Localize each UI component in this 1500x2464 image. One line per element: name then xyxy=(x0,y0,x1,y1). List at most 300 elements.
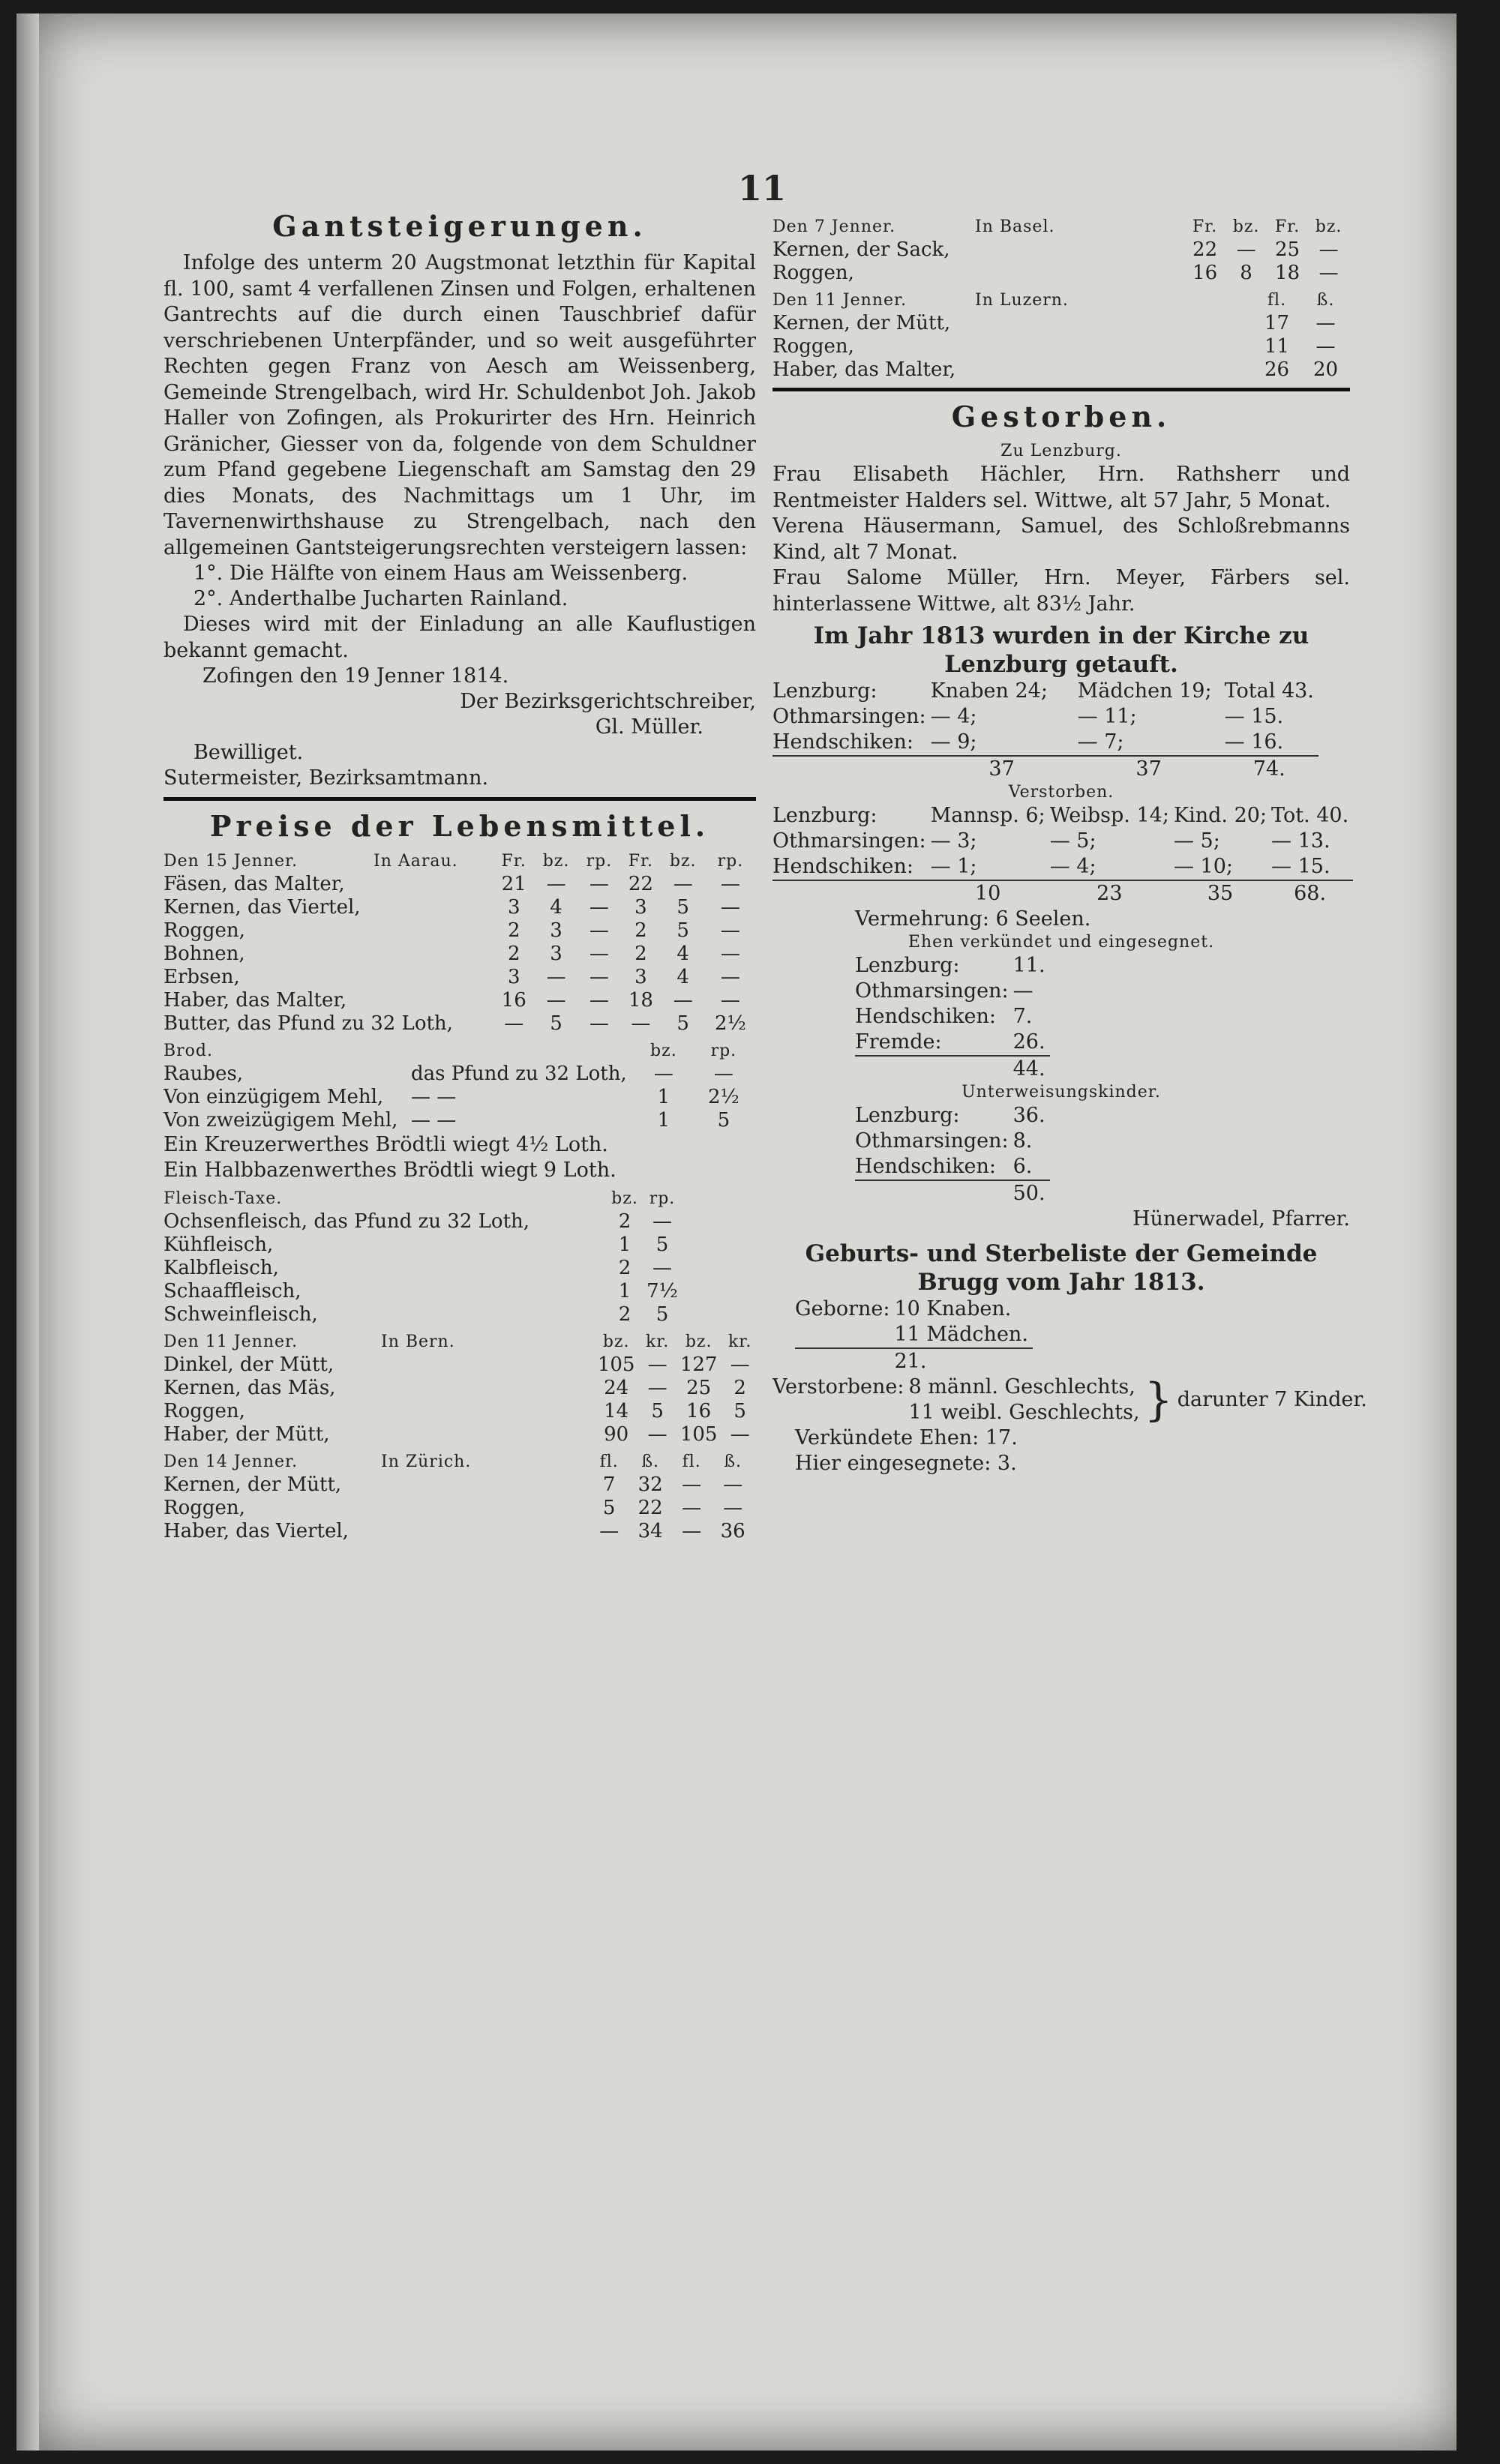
cell: 26. xyxy=(1012,1030,1046,1054)
brugg-deaths-table xyxy=(772,1374,1372,1425)
table-row xyxy=(164,1353,756,1377)
table-row xyxy=(164,1063,756,1086)
cell: 7. xyxy=(1012,1005,1033,1028)
table-row xyxy=(164,1280,756,1303)
cell: 34 xyxy=(638,1520,663,1542)
cell: — xyxy=(1236,238,1256,261)
row-label: Verstorbene: xyxy=(772,1375,904,1398)
sum-cell: 37 xyxy=(1078,756,1225,782)
cell: 2 xyxy=(618,1210,632,1233)
right-column xyxy=(772,216,1367,1476)
cell: — xyxy=(589,989,609,1012)
cell: — xyxy=(652,1210,672,1233)
basel-date: Den 7 Jenner. xyxy=(772,217,896,236)
cell: — xyxy=(647,1423,668,1446)
table-row xyxy=(772,358,1350,382)
cell: 8 xyxy=(1240,262,1252,284)
table-row xyxy=(164,1423,756,1446)
cell: — xyxy=(1318,238,1339,261)
cell: 22 xyxy=(1192,238,1218,261)
table-row xyxy=(164,1497,756,1520)
cell: Weibsp. 14; xyxy=(1049,804,1169,827)
cell: 5 xyxy=(656,1303,669,1326)
table-row xyxy=(772,1374,1372,1400)
cell: 11. xyxy=(1012,954,1046,977)
cell: — xyxy=(653,1063,674,1085)
luzern-date: Den 11 Jenner. xyxy=(772,291,908,310)
aarau-col: rp. xyxy=(717,852,744,871)
sum-cell: 23 xyxy=(1050,880,1174,907)
row-label: Lenzburg: xyxy=(855,954,960,977)
cell: — xyxy=(720,943,740,965)
fleisch-col: bz. xyxy=(611,1189,638,1208)
brod-col: rp. xyxy=(710,1042,737,1060)
cell: — xyxy=(647,1377,668,1399)
cell: 20 xyxy=(1312,358,1339,381)
cell: 25 xyxy=(686,1377,712,1399)
cell: 4 xyxy=(550,896,562,919)
cell: 3 xyxy=(507,896,520,919)
row-label: Bohnen, xyxy=(164,943,245,965)
sum-cell: 50. xyxy=(1013,1180,1050,1207)
table-row xyxy=(164,896,756,919)
row-label: Kernen, das Viertel, xyxy=(164,896,361,919)
cell: 127 xyxy=(680,1353,718,1376)
cell: 18 xyxy=(1275,262,1300,284)
cell: 22 xyxy=(638,1497,663,1519)
section-rule xyxy=(164,797,756,801)
auction-signer-name: Gl. Müller. xyxy=(595,715,704,739)
row-label: Othmarsingen: xyxy=(772,829,926,853)
cell: — xyxy=(720,873,740,895)
left-column xyxy=(164,208,756,1543)
cell: 2 xyxy=(734,1377,746,1399)
table-row xyxy=(164,1012,756,1036)
cell: — xyxy=(682,1520,702,1542)
cell: Knaben 24; xyxy=(930,679,1048,703)
row-label: Roggen, xyxy=(164,919,245,942)
cell: 3 xyxy=(550,919,562,942)
cell: 14 xyxy=(604,1400,629,1422)
brace-icon: } xyxy=(1144,1374,1173,1426)
row-label: Haber, das Malter, xyxy=(772,358,956,381)
sum-row xyxy=(855,1056,1050,1082)
bern-date: Den 11 Jenner. xyxy=(164,1332,298,1351)
row-label: Haber, das Viertel, xyxy=(164,1520,349,1542)
row-label: Von zweizügigem Mehl, xyxy=(164,1109,398,1132)
table-row xyxy=(772,803,1353,829)
row-label: Kernen, der Sack, xyxy=(772,238,950,261)
page-number: 11 xyxy=(738,168,787,208)
sum-cell: 74. xyxy=(1225,756,1318,782)
table-row xyxy=(772,854,1353,880)
cell: 5 xyxy=(651,1400,664,1422)
bern-col: kr. xyxy=(728,1332,752,1351)
zuerich-col: ß. xyxy=(641,1452,660,1471)
cell: — xyxy=(546,989,566,1012)
table-row xyxy=(164,1520,756,1543)
table-row xyxy=(855,979,1050,1004)
row-label: Othmarsingen: xyxy=(772,705,926,728)
cell: 1 xyxy=(657,1086,670,1108)
table-row xyxy=(164,873,756,896)
table-row xyxy=(772,238,1350,262)
cell: — xyxy=(720,896,740,919)
luzern-col: fl. xyxy=(1267,291,1287,310)
cell: 6. xyxy=(1012,1155,1033,1178)
basel-col: Fr. xyxy=(1192,217,1218,236)
cell: — 13. xyxy=(1271,829,1330,853)
luzern-col: ß. xyxy=(1316,291,1335,310)
cell: — xyxy=(652,1257,672,1279)
cell: — xyxy=(1316,312,1336,334)
cell: Mannsp. 6; xyxy=(930,804,1046,827)
aarau-place: In Aarau. xyxy=(374,852,458,871)
row-label: Othmarsingen: xyxy=(855,979,1009,1003)
table-row xyxy=(164,966,756,989)
cell: 8 männl. Geschlechts, xyxy=(908,1375,1136,1398)
auction-item-2: 2°. Anderthalbe Jucharten Rainland. xyxy=(194,587,568,610)
row-label: Haber, das Malter, xyxy=(164,989,347,1012)
cell: 16 xyxy=(1192,262,1218,284)
auction-heading: Gantsteigerungen. xyxy=(272,209,647,243)
row-unit: — — xyxy=(411,1086,457,1108)
cell: 11 xyxy=(1264,335,1290,358)
basel-col: Fr. xyxy=(1274,217,1300,236)
cell: 36. xyxy=(1012,1104,1046,1127)
cell: 8. xyxy=(1012,1129,1033,1153)
table-row xyxy=(772,730,1318,756)
table-row xyxy=(855,1004,1050,1030)
cell: — 10; xyxy=(1173,855,1233,878)
pastor-signature: Hünerwadel, Pfarrer. xyxy=(1132,1207,1350,1231)
row-label: Schaaffleisch, xyxy=(164,1280,302,1302)
cell: 11 weibl. Geschlechts, xyxy=(908,1401,1140,1424)
cell: 5 xyxy=(734,1400,746,1422)
cell: — 4; xyxy=(1049,855,1096,878)
bern-col: bz. xyxy=(602,1332,630,1351)
table-row xyxy=(164,989,756,1012)
cell: — 11; xyxy=(1077,705,1137,728)
brod-note-2: Ein Halbbazenwerthes Brödtli wiegt 9 Loth. xyxy=(164,1159,616,1182)
cell: 2 xyxy=(634,943,647,965)
row-label: Kernen, der Mütt, xyxy=(164,1473,342,1496)
table-row xyxy=(164,1377,756,1400)
cell: — xyxy=(723,1473,743,1496)
cell: 2 xyxy=(618,1257,632,1279)
sum-cell: 44. xyxy=(1013,1056,1050,1082)
cell: 2 xyxy=(618,1303,632,1326)
cell: darunter 7 Kinder. xyxy=(1177,1388,1367,1411)
prices-luzern-table xyxy=(772,289,1350,382)
cell: — xyxy=(546,966,566,988)
sum-cell: 37 xyxy=(931,756,1078,782)
sum-row xyxy=(795,1348,1033,1374)
cell: 3 xyxy=(634,966,647,988)
cell: — xyxy=(504,1012,524,1035)
cell: — xyxy=(1318,262,1339,284)
cell: — xyxy=(599,1520,620,1542)
cell: 5 xyxy=(550,1012,562,1035)
row-label: Fäsen, das Malter, xyxy=(164,873,345,895)
row-label: Lenzburg: xyxy=(772,679,878,703)
auction-item-1: 1°. Die Hälfte von einem Haus am Weissenberg. xyxy=(194,562,688,585)
table-row xyxy=(855,953,1050,979)
cell: — xyxy=(1316,335,1336,358)
table-row xyxy=(795,1296,1033,1322)
cell: 21 xyxy=(501,873,526,895)
cell: — xyxy=(730,1423,750,1446)
table-row xyxy=(855,1154,1050,1180)
zuerich-col: ß. xyxy=(724,1452,742,1471)
row-label: Haber, der Mütt, xyxy=(164,1423,330,1446)
cell: — xyxy=(546,873,566,895)
cell: — xyxy=(720,989,740,1012)
cell: — 3; xyxy=(930,829,977,853)
cell: 3 xyxy=(634,896,647,919)
cell: — xyxy=(589,919,609,942)
table-row xyxy=(772,679,1318,704)
row-label: Schweinfleisch, xyxy=(164,1303,318,1326)
cell: 22 xyxy=(628,873,653,895)
table-row xyxy=(164,943,756,966)
auction-closing: Dieses wird mit der Einladung an alle Kauflustigen bekannt gemacht. xyxy=(164,613,756,662)
brugg-wed-here: Hier eingesegnete: 3. xyxy=(795,1452,1017,1475)
row-label: Roggen, xyxy=(772,262,854,284)
cell: — xyxy=(673,873,693,895)
cell: Total 43. xyxy=(1224,679,1314,703)
row-label: Hendschiken: xyxy=(855,1005,997,1028)
aarau-col: bz. xyxy=(669,852,697,871)
cell: 105 xyxy=(680,1423,718,1446)
row-label: Roggen, xyxy=(772,335,854,358)
table-row xyxy=(772,829,1353,854)
cell: — xyxy=(682,1473,702,1496)
cell: 2 xyxy=(507,919,520,942)
sum-row xyxy=(772,880,1353,907)
deaths-subheading: Zu Lenzburg. xyxy=(1000,442,1122,460)
cell: — xyxy=(730,1353,750,1376)
prices-zuerich-table xyxy=(164,1451,756,1543)
row-label: Kernen, das Mäs, xyxy=(164,1377,336,1399)
cell: 3 xyxy=(550,943,562,965)
section-rule xyxy=(772,388,1350,391)
row-label: Roggen, xyxy=(164,1400,245,1422)
table-row xyxy=(164,1303,756,1326)
bern-col: kr. xyxy=(645,1332,670,1351)
table-row xyxy=(164,1210,756,1233)
table-row xyxy=(164,919,756,943)
row-label: Kernen, der Mütt, xyxy=(772,312,951,334)
cell: 5 xyxy=(717,1109,730,1132)
cell: — 15. xyxy=(1271,855,1330,878)
cell: 16 xyxy=(501,989,526,1012)
sum-row xyxy=(772,756,1318,782)
cell: — 15. xyxy=(1224,705,1284,728)
row-label: Roggen, xyxy=(164,1497,245,1519)
table-row xyxy=(164,1257,756,1280)
cell: Kind. 20; xyxy=(1173,804,1268,827)
aarau-date: Den 15 Jenner. xyxy=(164,852,298,871)
cell: 17 xyxy=(1264,312,1290,334)
cell: 1 xyxy=(618,1233,632,1256)
table-row xyxy=(855,1129,1050,1154)
cell: 105 xyxy=(597,1353,635,1376)
cell: 32 xyxy=(638,1473,663,1496)
table-row xyxy=(772,704,1318,730)
table-row xyxy=(164,1086,756,1109)
table-row xyxy=(772,335,1350,358)
cell: 2 xyxy=(507,943,520,965)
cell: 5 xyxy=(656,1233,669,1256)
cell: 11 Mädchen. xyxy=(894,1323,1028,1346)
row-label: Kalbfleisch, xyxy=(164,1257,279,1279)
aarau-col: rp. xyxy=(586,852,613,871)
cell: — xyxy=(723,1497,743,1519)
row-label: Von einzügigem Mehl, xyxy=(164,1086,384,1108)
cell: Tot. 40. xyxy=(1271,804,1349,827)
basel-col: bz. xyxy=(1315,217,1342,236)
deaths-heading: Gestorben. xyxy=(951,400,1172,433)
cell: 5 xyxy=(602,1497,616,1519)
catechumens-table xyxy=(855,1103,1050,1207)
cell: 2½ xyxy=(707,1086,740,1108)
cell: 16 xyxy=(686,1400,712,1422)
row-label: Hendschiken: xyxy=(772,730,914,754)
table-row xyxy=(772,262,1350,285)
cell: 1 xyxy=(618,1280,632,1302)
cell: — xyxy=(720,919,740,942)
prices-heading: Preise der Lebensmittel. xyxy=(209,809,710,843)
zuerich-place: In Zürich. xyxy=(381,1452,472,1471)
cell: 7½ xyxy=(646,1280,678,1302)
cell: 24 xyxy=(604,1377,629,1399)
brugg-births-table xyxy=(795,1296,1033,1374)
table-row xyxy=(855,1103,1050,1129)
prices-aarau-table xyxy=(164,850,756,1036)
cell: — xyxy=(720,966,740,988)
cell: — 16. xyxy=(1224,730,1284,754)
row-label: Hendschiken: xyxy=(772,855,914,878)
cell: 1 xyxy=(657,1109,670,1132)
cell: — xyxy=(713,1063,734,1085)
cell: — 4; xyxy=(930,705,977,728)
prices-bern-table xyxy=(164,1331,756,1446)
row-label: Geborne: xyxy=(795,1297,890,1320)
cell: 5 xyxy=(676,896,689,919)
cell: — 7; xyxy=(1077,730,1124,754)
cell: 4 xyxy=(676,943,689,965)
aarau-col: Fr. xyxy=(501,852,526,871)
cell: 26 xyxy=(1264,358,1290,381)
table-row xyxy=(164,1400,756,1423)
death-entry: Frau Salome Müller, Hrn. Meyer, Färbers sel. hinterlassene Wittwe, alt 83½ Jahr. xyxy=(772,566,1350,616)
zuerich-col: fl. xyxy=(599,1452,619,1471)
auction-body: Infolge des unterm 20 Augstmonat letzthin für Kapital fl. 100, samt 4 verfallenen Zinsen und Folgen, erhaltenen Gantrechts auf die durch einen Tauschbrief dafür verschriebenen Unterpfänder, und so weit ausgeführter Rechten gegen Franz von Aesch am Weissenberg, Gemeinde Strengelbach, wird Hr. Schuldenbot Joh. Jakob Haller von Zofingen, als Prokurirter des Hrn. Heinrich Gränicher, Giesser von da, folgende von dem Schuldner zum Pfand gegebene Liegenschaft am Samstag den 29 dies Monats, des Nachmittags um 1 Uhr, im Tavernenwirthshause zu Strengelbach, nach den allgemeinen Gantsteigerungsrechten versteigern lassen: xyxy=(164,251,756,559)
cell: — xyxy=(589,1012,609,1035)
sum-cell: 68. xyxy=(1271,880,1353,907)
brod-heading: Brod. xyxy=(164,1042,214,1060)
cell: — xyxy=(673,989,693,1012)
cell: — xyxy=(589,896,609,919)
cell: 4 xyxy=(676,966,689,988)
cell: 7 xyxy=(602,1473,616,1496)
catechumens-heading: Unterweisungskinder. xyxy=(962,1083,1161,1102)
sum-cell: 35 xyxy=(1174,880,1271,907)
married-heading: Ehen verkündet und eingesegnet. xyxy=(908,933,1215,952)
basel-col: bz. xyxy=(1232,217,1260,236)
brugg-marriages: Verkündete Ehen: 17. xyxy=(795,1426,1018,1449)
row-label: Kühfleisch, xyxy=(164,1233,274,1256)
cell: Mädchen 19; xyxy=(1077,679,1212,703)
brod-col: bz. xyxy=(650,1042,677,1060)
cell: 25 xyxy=(1275,238,1300,261)
prices-basel-table xyxy=(772,216,1350,285)
auction-place-date: Zofingen den 19 Jenner 1814. xyxy=(202,664,509,688)
brugg-heading: Geburts- und Sterbeliste der Gemeinde Brugg vom Jahr 1813. xyxy=(805,1240,1318,1296)
bern-col: bz. xyxy=(685,1332,712,1351)
prices-brod-table xyxy=(164,1040,756,1132)
fleisch-heading: Fleisch-Taxe. xyxy=(164,1189,283,1208)
cell: — 9; xyxy=(930,730,977,754)
table-row xyxy=(164,1233,756,1257)
cell: — xyxy=(589,873,609,895)
auction-approver: Sutermeister, Bezirksamtmann. xyxy=(164,766,489,790)
newspaper-page xyxy=(16,13,1456,2451)
zuerich-date: Den 14 Jenner. xyxy=(164,1452,298,1471)
row-label: Fremde: xyxy=(855,1030,942,1054)
cell: 5 xyxy=(676,1012,689,1035)
cell: — 5; xyxy=(1049,829,1096,853)
fleisch-col: rp. xyxy=(649,1189,676,1208)
row-label: Ochsenfleisch, das Pfund zu 32 Loth, xyxy=(164,1210,530,1233)
brod-note-1: Ein Kreuzerwerthes Brödtli wiegt 4½ Loth. xyxy=(164,1133,608,1156)
increase-line: Vermehrung: 6 Seelen. xyxy=(855,907,1091,931)
cell: — xyxy=(647,1353,668,1376)
death-entry: Frau Elisabeth Hächler, Hrn. Rathsherr und Rentmeister Halders sel. Wittwe, alt 57 Jahr, 5 Monat. xyxy=(772,463,1350,512)
cell: — xyxy=(1012,979,1034,1003)
row-label: Lenzburg: xyxy=(772,804,878,827)
cell: — 1; xyxy=(930,855,977,878)
table-row xyxy=(164,1109,756,1132)
cell: 18 xyxy=(628,989,653,1012)
table-row xyxy=(855,1030,1050,1056)
baptized-table xyxy=(772,679,1318,782)
cell: — xyxy=(589,943,609,965)
row-label: Erbsen, xyxy=(164,966,240,988)
cell: 36 xyxy=(720,1520,746,1542)
cell: 3 xyxy=(507,966,520,988)
prices-fleisch-table xyxy=(164,1188,756,1326)
cell: — 5; xyxy=(1173,829,1220,853)
sum-row xyxy=(855,1180,1050,1207)
lenzburg-heading: Im Jahr 1813 wurden in der Kirche zu Lenzburg getauft. xyxy=(813,622,1310,678)
table-row xyxy=(164,1473,756,1497)
row-unit: das Pfund zu 32 Loth, xyxy=(411,1063,627,1085)
cell: — xyxy=(631,1012,651,1035)
auction-signer-role: Der Bezirksgerichtschreiber, xyxy=(460,690,756,713)
row-label: Othmarsingen: xyxy=(855,1129,1009,1153)
cell: 2 xyxy=(634,919,647,942)
luzern-place: In Luzern. xyxy=(975,291,1069,310)
row-label: Butter, das Pfund zu 32 Loth, xyxy=(164,1012,453,1035)
auction-approved: Bewilliget. xyxy=(194,741,304,764)
basel-place: In Basel. xyxy=(975,217,1055,236)
sum-cell: 10 xyxy=(931,880,1050,907)
cell: 2½ xyxy=(715,1012,746,1035)
cell: — xyxy=(589,966,609,988)
table-row xyxy=(772,312,1350,335)
